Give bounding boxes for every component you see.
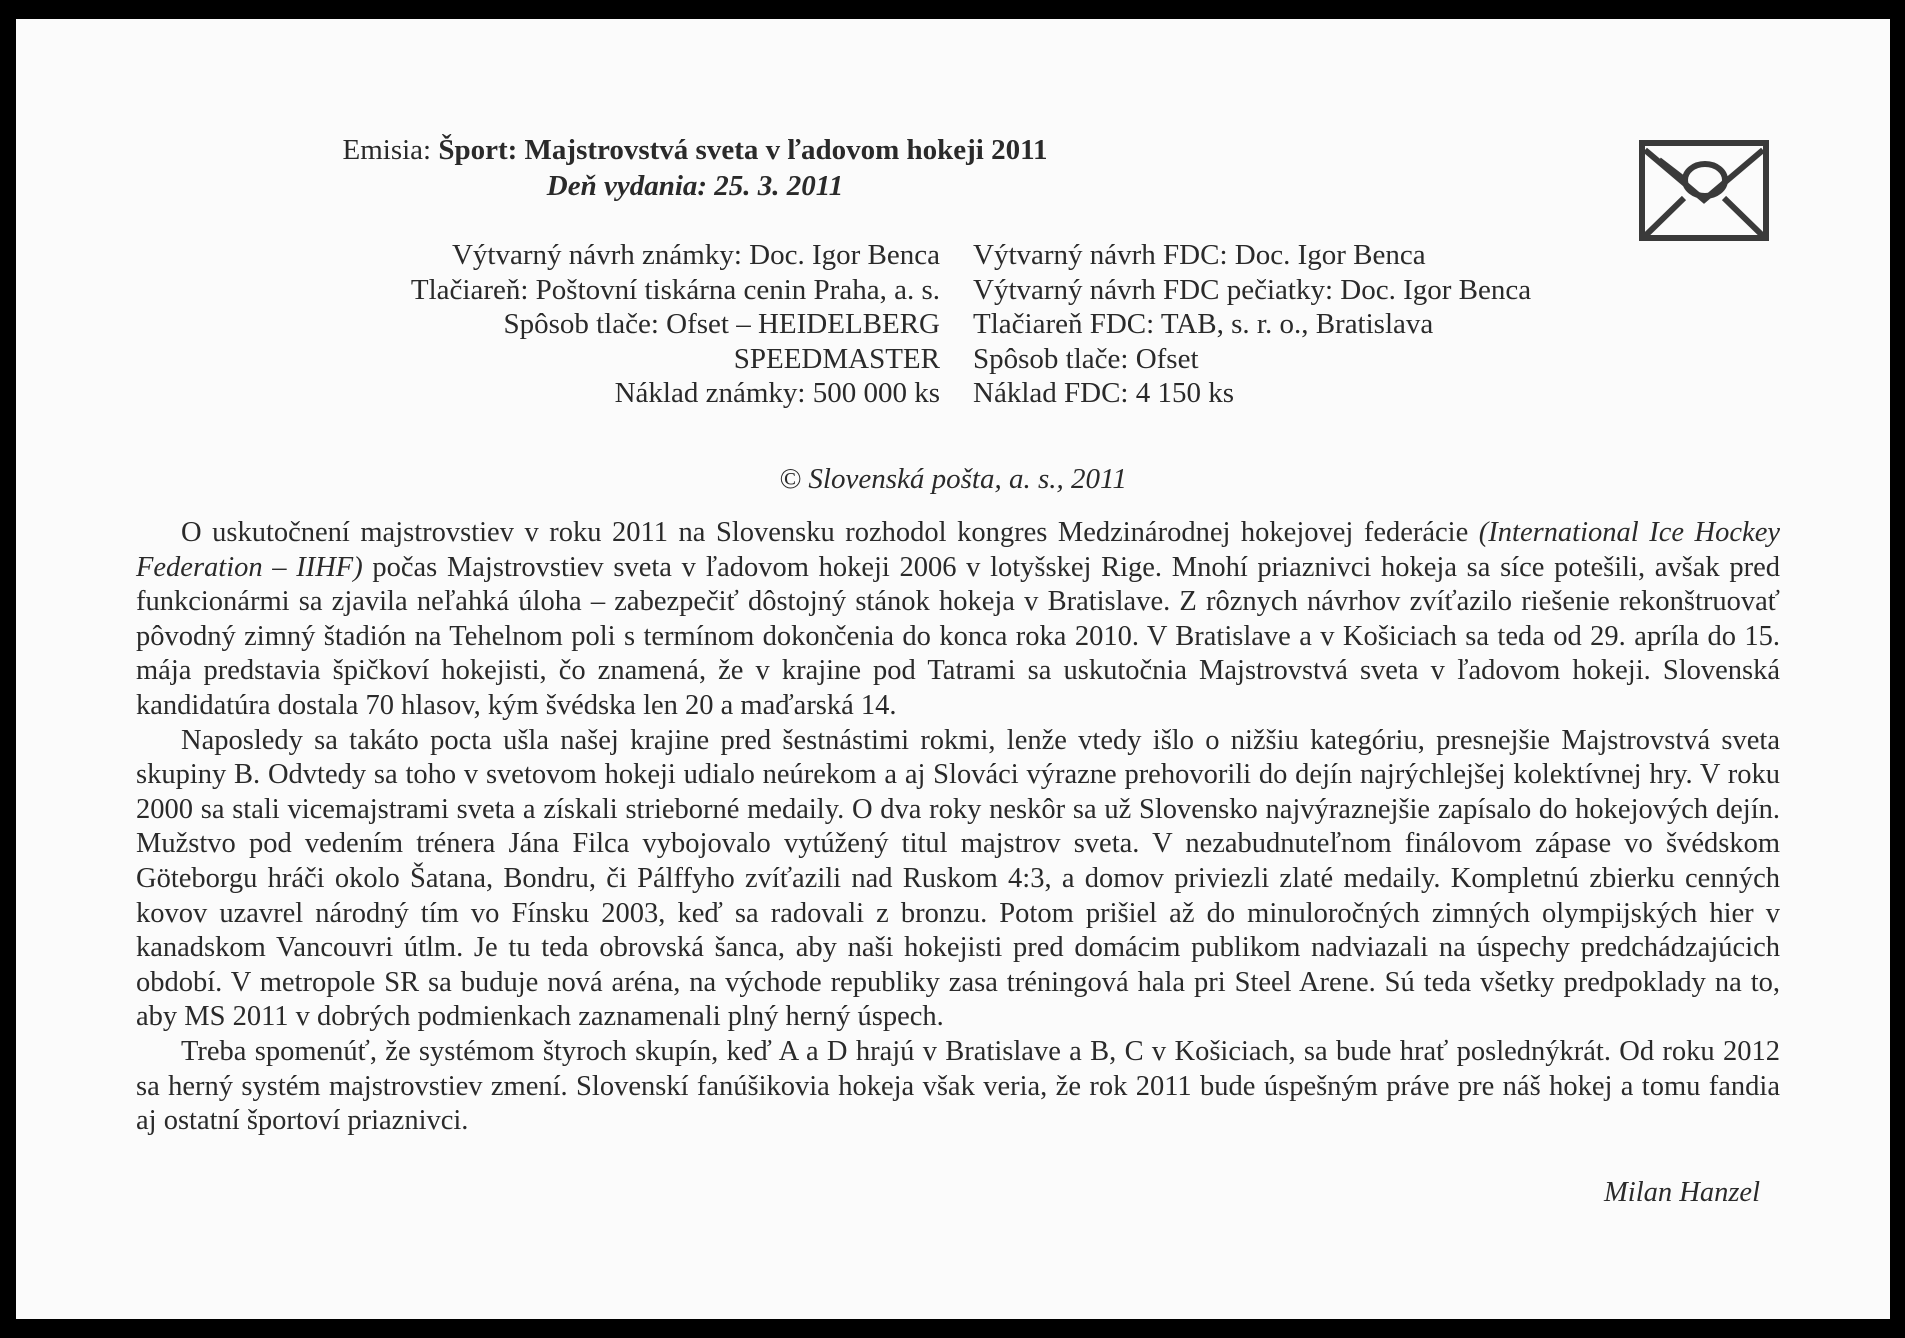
- paragraph-text: Treba spomenúť, že systémom štyroch skupín, keď A a D hrajú v Bratislave a B, C v Košiciach, sa bude hrať poslednýkrát. Od roku 2012 sa herný systém majstrovstiev zmení. Slovenskí fanúšikovia hokeja však veria, že rok 2011 bude úspešným práve pre náš hokej a tomu fandia aj ostatní športoví priaznivci.: [136, 1035, 1780, 1137]
- emission-title: Šport: Majstrovstvá sveta v ľadovom hokeji 2011: [438, 134, 1048, 166]
- credit-line: Výtvarný návrh známky: Doc. Igor Benca: [451, 239, 940, 271]
- copyright-line: © Slovenská pošta, a. s., 2011: [779, 463, 1127, 495]
- credit-line: Tlačiareň: Poštovní tiskárna cenin Praha, a. s.: [410, 273, 940, 306]
- paragraph: [136, 516, 1780, 724]
- stamp-credits: [216, 238, 940, 411]
- credit-line: Náklad známky: 500 000 ks: [614, 377, 940, 409]
- credit-line: Výtvarný návrh FDC: Doc. Igor Benca: [973, 239, 1426, 271]
- paragraph-italic-text: (International Ice Hockey Federation – IIHF): [136, 517, 1780, 583]
- credit-line: Spôsob tlače: Ofset – HEIDELBERG: [503, 308, 940, 340]
- credit-line: Spôsob tlače: Ofset: [973, 342, 1199, 375]
- emission-heading: [0, 132, 1390, 168]
- credit-line: SPEEDMASTER: [733, 342, 940, 375]
- document-card: [16, 19, 1890, 1319]
- post-horn-envelope-icon: [1639, 140, 1769, 241]
- article-body: [136, 516, 1780, 1139]
- credit-line: Tlačiareň FDC: TAB, s. r. o., Bratislava: [973, 308, 1434, 340]
- issue-date: Deň vydania: 25. 3. 2011: [546, 170, 844, 202]
- paragraph: [136, 1035, 1780, 1139]
- paragraph-text: O uskutočnení majstrovstiev v roku 2011 na Slovensku rozhodol kongres Medzinárodnej hokejovej federácie: [181, 517, 1479, 548]
- credit-line: Výtvarný návrh FDC pečiatky: Doc. Igor Benca: [973, 273, 1532, 306]
- paragraph: [136, 724, 1780, 1035]
- paragraph-text: Naposledy sa takáto pocta ušla našej krajine pred šestnástimi rokmi, lenže vtedy išlo o nižšiu kategóriu, presnejšie Majstrovstvá sveta skupiny B. Odvtedy sa toho v svetovom hokeji udialo neúrekom a aj Slováci výrazne prehovorili do dejín najrýchlejšej kolektívnej hry. V roku 2000 sa stali vicemajstrami sveta a získali strieborné medaily. O dva roky neskôr sa už Slovensko najvýraznejšie zapísalo do hokejových dejín. Mužstvo pod vedením trénera Jána Filca vybojovalo vytúžený titul majstrov sveta. V nezabudnuteľnom finálovom zápase vo švédskom Göteborgu hráči okolo Šatana, Bondru, či Pálffyho zvíťazili nad Ruskom 4:3, a domov priviezli zlaté medaily. Kompletnú zbierku cenných kovov uzavrel národný tím vo Fínsku 2003, keď sa radovali z bronzu. Potom prišiel až do minuloročných zimných olympijských hier v kanadskom Vancouvri útlm. Je tu teda obrovská šanca, aby naši hokejisti pred domácim publikom nadviazali na úspechy predchádzajúcich období. V metropole SR sa buduje nová aréna, na východe republiky zasa tréningová hala pri Steel Arene. Sú teda všetky predpoklady na to, aby MS 2011 v dobrých podmienkach zaznamenali plný herný úspech.: [136, 724, 1780, 1033]
- fdc-credits: [973, 238, 1673, 411]
- credit-line: Náklad FDC: 4 150 ks: [973, 377, 1234, 409]
- author-signature: Milan Hanzel: [1604, 1177, 1760, 1208]
- emission-label: Emisia:: [342, 134, 432, 166]
- paragraph-text: počas Majstrovstiev sveta v ľadovom hokeji 2006 v lotyšskej Rige. Mnohí priaznivci hokeja sa síce potešili, avšak pred funkcionármi sa zjavila neľahká úloha – zabezpečiť dôstojný stánok hokeja v Bratislave. Z rôznych návrhov zvíťazilo riešenie rekonštruovať pôvodný zimný štadión na Tehelnom poli s termínom dokončenia do konca roka 2010. V Bratislave a v Košiciach sa teda od 29. apríla do 15. mája predstavia špičkoví hokejisti, čo znamená, že v krajine pod Tatrami sa uskutočnia Majstrovstvá sveta v ľadovom hokeji. Slovenská kandidatúra dostala 70 hlasov, kým švédska len 20 a maďarská 14.: [136, 551, 1780, 721]
